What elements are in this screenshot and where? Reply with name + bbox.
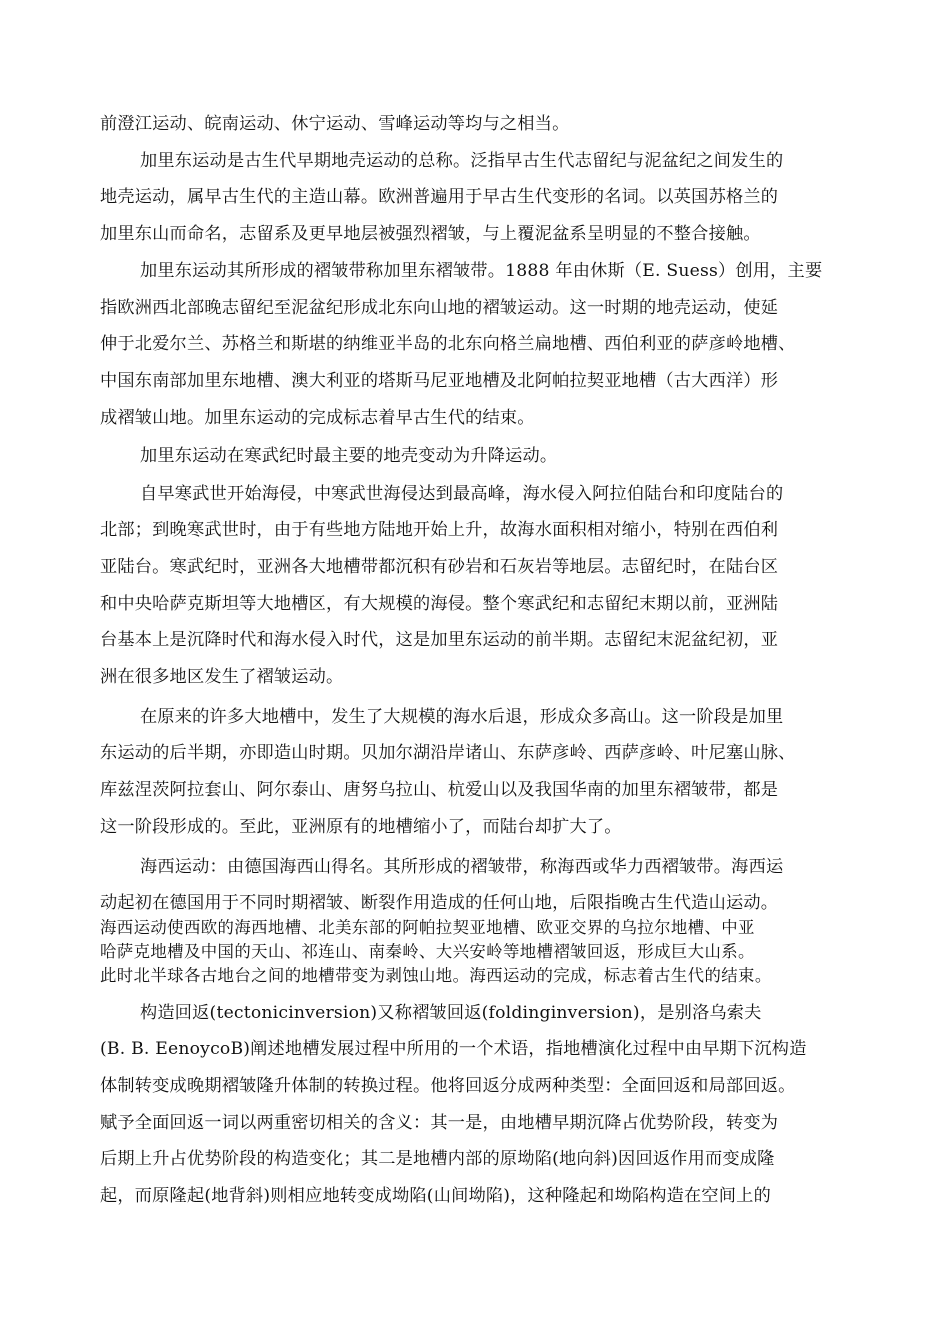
text-line: 构造回返(tectonicinversion)又称褶皱回返(foldinginversion)，是别洛乌索夫: [140, 1003, 762, 1023]
text-line: 成褶皱山地。加里东运动的完成标志着早古生代的结束。: [100, 408, 535, 428]
text-line: 东运动的后半期，亦即造山时期。贝加尔湖沿岸诸山、东萨彦岭、西萨彦岭、叶尼塞山脉、: [100, 743, 796, 763]
text-line: (B. B. EenoycoB)阐述地槽发展过程中所用的一个术语，指地槽演化过程中由早期下沉构造: [100, 1039, 807, 1059]
text-line: 北部；到晚寒武世时，由于有些地方陆地开始上升，故海水面积相对缩小，特别在西伯利: [100, 520, 779, 540]
text-line: 中国东南部加里东地槽、澳大利亚的塔斯马尼亚地槽及北阿帕拉契亚地槽（古大西洋）形: [100, 371, 779, 391]
text-line: 在原来的许多大地槽中，发生了大规模的海水后退，形成众多高山。这一阶段是加里: [140, 707, 784, 727]
text-line: 海西运动使西欧的海西地槽、北美东部的阿帕拉契亚地槽、欧亚交界的乌拉尔地槽、中亚: [100, 918, 755, 937]
text-line: 这一阶段形成的。至此，亚洲原有的地槽缩小了，而陆台却扩大了。: [100, 817, 622, 837]
text-line: 洲在很多地区发生了褶皱运动。: [100, 667, 344, 687]
text-line: 台基本上是沉降时代和海水侵入时代，这是加里东运动的前半期。志留纪末泥盆纪初，亚: [100, 630, 779, 650]
text-line: 地壳运动，属早古生代的主造山幕。欧洲普遍用于早古生代变形的名词。以英国苏格兰的: [100, 187, 779, 207]
text-line: 哈萨克地槽及中国的天山、祁连山、南秦岭、大兴安岭等地槽褶皱回返，形成巨大山系。: [100, 942, 755, 961]
text-line: 加里东运动是古生代早期地壳运动的总称。泛指早古生代志留纪与泥盆纪之间发生的: [140, 151, 784, 171]
text-line: 起，而原隆起(地背斜)则相应地转变成坳陷(山间坳陷)，这种隆起和坳陷构造在空间上的: [100, 1186, 771, 1206]
text-line: 海西运动：由德国海西山得名。其所形成的褶皱带，称海西或华力西褶皱带。海西运: [140, 857, 784, 877]
text-line: 自早寒武世开始海侵，中寒武世海侵达到最高峰，海水侵入阿拉伯陆台和印度陆台的: [140, 484, 784, 504]
text-line: 此时北半球各古地台之间的地槽带变为剥蚀山地。海西运动的完成，标志着古生代的结束。: [100, 966, 772, 985]
text-line: 加里东运动在寒武纪时最主要的地壳变动为升降运动。: [140, 446, 558, 466]
text-line: 加里东山而命名，志留系及更早地层被强烈褶皱，与上覆泥盆系呈明显的不整合接触。: [100, 224, 761, 244]
text-line: 加里东运动其所形成的褶皱带称加里东褶皱带。1888 年由休斯（E. Suess）创用，主要: [140, 261, 823, 281]
text-line: 伸于北爱尔兰、苏格兰和斯堪的纳维亚半岛的北东向格兰扁地槽、西伯利亚的萨彦岭地槽、: [100, 334, 796, 354]
text-line: 指欧洲西北部晚志留纪至泥盆纪形成北东向山地的褶皱运动。这一时期的地壳运动，使延: [100, 298, 779, 318]
text-line: 和中央哈萨克斯坦等大地槽区，有大规模的海侵。整个寒武纪和志留纪末期以前，亚洲陆: [100, 594, 779, 614]
text-line: 前澄江运动、皖南运动、休宁运动、雪峰运动等均与之相当。: [100, 114, 570, 134]
text-line: 亚陆台。寒武纪时，亚洲各大地槽带都沉积有砂岩和石灰岩等地层。志留纪时，在陆台区: [100, 557, 779, 577]
text-line: 动起初在德国用于不同时期褶皱、断裂作用造成的任何山地，后限指晚古生代造山运动。: [100, 893, 779, 913]
text-line: 库兹涅茨阿拉套山、阿尔泰山、唐努乌拉山、杭爱山以及我国华南的加里东褶皱带，都是: [100, 780, 779, 800]
text-line: 后期上升占优势阶段的构造变化；其二是地槽内部的原坳陷(地向斜)因回返作用而变成隆: [100, 1149, 775, 1169]
text-line: 赋予全面回返一词以两重密切相关的含义：其一是，由地槽早期沉降占优势阶段，转变为: [100, 1113, 779, 1133]
text-line: 体制转变成晚期褶皱隆升体制的转换过程。他将回返分成两种类型：全面回返和局部回返。: [100, 1076, 796, 1096]
